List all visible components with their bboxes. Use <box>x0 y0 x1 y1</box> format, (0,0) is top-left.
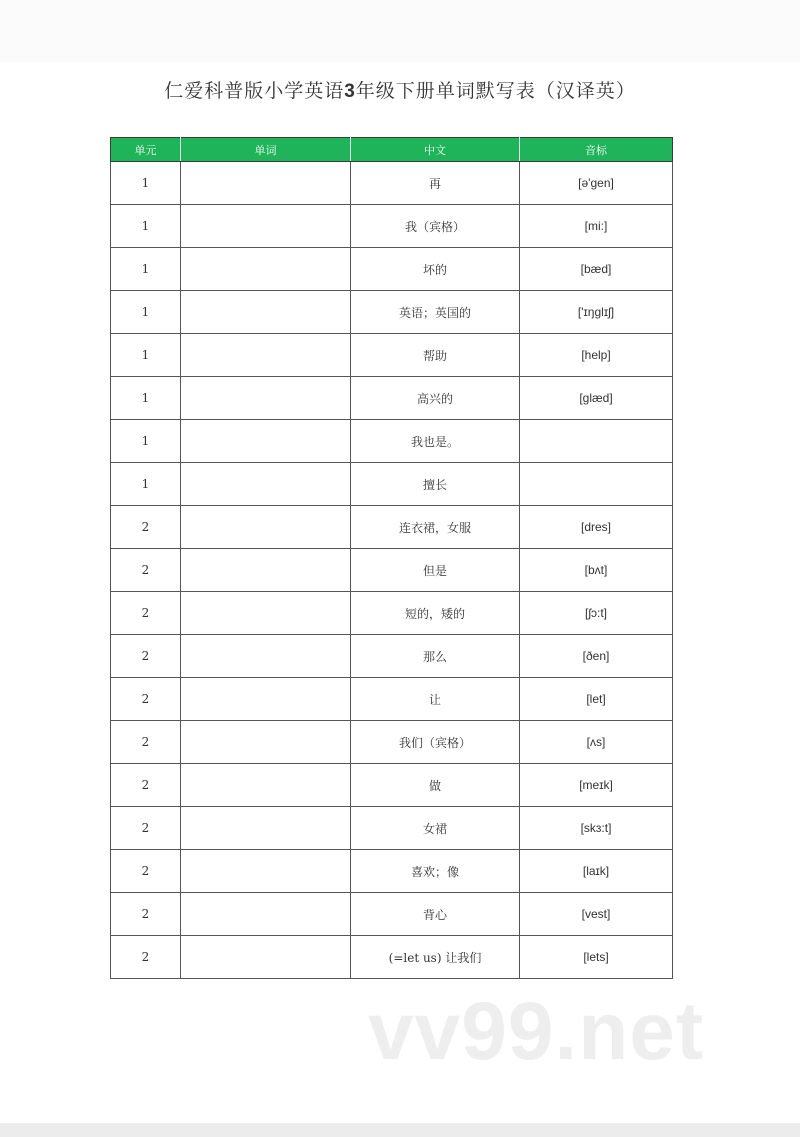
unit-cell: 2 <box>111 764 181 807</box>
header-phonetic: 音标 <box>520 138 673 162</box>
chinese-cell: 背心 <box>351 893 520 936</box>
word-answer-cell[interactable] <box>181 721 351 764</box>
word-answer-cell[interactable] <box>181 291 351 334</box>
unit-cell: 2 <box>111 807 181 850</box>
table-row <box>111 162 673 205</box>
unit-cell: 2 <box>111 936 181 979</box>
phonetic-cell: [ə'gen] <box>520 162 673 205</box>
chinese-cell: 那么 <box>351 635 520 678</box>
page-bottom-band <box>0 1123 800 1137</box>
table-row <box>111 205 673 248</box>
word-answer-cell[interactable] <box>181 506 351 549</box>
word-answer-cell[interactable] <box>181 764 351 807</box>
word-answer-cell[interactable] <box>181 205 351 248</box>
phonetic-cell: [let] <box>520 678 673 721</box>
table-row <box>111 463 673 506</box>
chinese-cell: 连衣裙，女服 <box>351 506 520 549</box>
unit-cell: 1 <box>111 162 181 205</box>
word-answer-cell[interactable] <box>181 162 351 205</box>
chinese-cell: 坏的 <box>351 248 520 291</box>
unit-cell: 2 <box>111 893 181 936</box>
table-row <box>111 893 673 936</box>
table-row <box>111 764 673 807</box>
word-answer-cell[interactable] <box>181 549 351 592</box>
header-word: 单词 <box>181 138 351 162</box>
header-chinese: 中文 <box>351 138 520 162</box>
word-answer-cell[interactable] <box>181 807 351 850</box>
table-row <box>111 248 673 291</box>
phonetic-cell: [bæd] <box>520 248 673 291</box>
table-row <box>111 592 673 635</box>
header-unit: 单元 <box>111 138 181 162</box>
vocabulary-table <box>110 137 673 979</box>
chinese-cell: 做 <box>351 764 520 807</box>
word-answer-cell[interactable] <box>181 377 351 420</box>
chinese-cell: 擅长 <box>351 463 520 506</box>
chinese-cell: 让 <box>351 678 520 721</box>
phonetic-cell: [laɪk] <box>520 850 673 893</box>
table-row <box>111 334 673 377</box>
phonetic-cell: [meɪk] <box>520 764 673 807</box>
word-answer-cell[interactable] <box>181 334 351 377</box>
table-row <box>111 506 673 549</box>
unit-cell: 2 <box>111 850 181 893</box>
title-suffix: 年级下册单词默写表（汉译英） <box>355 80 636 102</box>
unit-cell: 2 <box>111 549 181 592</box>
unit-cell: 2 <box>111 506 181 549</box>
title-prefix: 仁爱科普版小学英语 <box>164 80 345 102</box>
unit-cell: 1 <box>111 334 181 377</box>
phonetic-cell: [ʌs] <box>520 721 673 764</box>
unit-cell: 1 <box>111 420 181 463</box>
unit-cell: 2 <box>111 678 181 721</box>
word-answer-cell[interactable] <box>181 936 351 979</box>
table-row <box>111 291 673 334</box>
table-row <box>111 807 673 850</box>
table-header-row <box>111 138 673 162</box>
unit-cell: 2 <box>111 592 181 635</box>
unit-cell: 1 <box>111 291 181 334</box>
unit-cell: 1 <box>111 377 181 420</box>
word-answer-cell[interactable] <box>181 248 351 291</box>
table-body <box>111 162 673 979</box>
chinese-cell: 我（宾格） <box>351 205 520 248</box>
unit-cell: 1 <box>111 463 181 506</box>
title-grade: 3 <box>344 81 356 102</box>
word-answer-cell[interactable] <box>181 635 351 678</box>
chinese-cell: 英语；英国的 <box>351 291 520 334</box>
word-answer-cell[interactable] <box>181 850 351 893</box>
unit-cell: 2 <box>111 721 181 764</box>
phonetic-cell <box>520 420 673 463</box>
unit-cell: 1 <box>111 248 181 291</box>
page-top-band <box>0 0 800 62</box>
table-row <box>111 420 673 463</box>
word-answer-cell[interactable] <box>181 463 351 506</box>
unit-cell: 1 <box>111 205 181 248</box>
chinese-cell: 我也是。 <box>351 420 520 463</box>
phonetic-cell: [dres] <box>520 506 673 549</box>
phonetic-cell: [vest] <box>520 893 673 936</box>
table-row <box>111 549 673 592</box>
chinese-cell: 帮助 <box>351 334 520 377</box>
chinese-cell: 我们（宾格） <box>351 721 520 764</box>
chinese-cell: (=let us) 让我们 <box>351 936 520 979</box>
word-answer-cell[interactable] <box>181 893 351 936</box>
chinese-cell: 高兴的 <box>351 377 520 420</box>
phonetic-cell: [ðen] <box>520 635 673 678</box>
word-answer-cell[interactable] <box>181 592 351 635</box>
phonetic-cell: [glæd] <box>520 377 673 420</box>
phonetic-cell: [lets] <box>520 936 673 979</box>
table-row <box>111 377 673 420</box>
unit-cell: 2 <box>111 635 181 678</box>
phonetic-cell: [help] <box>520 334 673 377</box>
table-row <box>111 635 673 678</box>
chinese-cell: 喜欢；像 <box>351 850 520 893</box>
chinese-cell: 女裙 <box>351 807 520 850</box>
word-answer-cell[interactable] <box>181 420 351 463</box>
chinese-cell: 但是 <box>351 549 520 592</box>
phonetic-cell: [bʌt] <box>520 549 673 592</box>
phonetic-cell: [mi:] <box>520 205 673 248</box>
chinese-cell: 短的，矮的 <box>351 592 520 635</box>
phonetic-cell: [skɜ:t] <box>520 807 673 850</box>
table-row <box>111 850 673 893</box>
phonetic-cell: [ʃɔ:t] <box>520 592 673 635</box>
watermark: vv99.net <box>368 986 705 1077</box>
phonetic-cell: ['ɪŋglɪʃ] <box>520 291 673 334</box>
table-row <box>111 721 673 764</box>
word-answer-cell[interactable] <box>181 678 351 721</box>
phonetic-cell <box>520 463 673 506</box>
table-row <box>111 678 673 721</box>
page-title <box>0 76 800 103</box>
chinese-cell: 再 <box>351 162 520 205</box>
table-row <box>111 936 673 979</box>
